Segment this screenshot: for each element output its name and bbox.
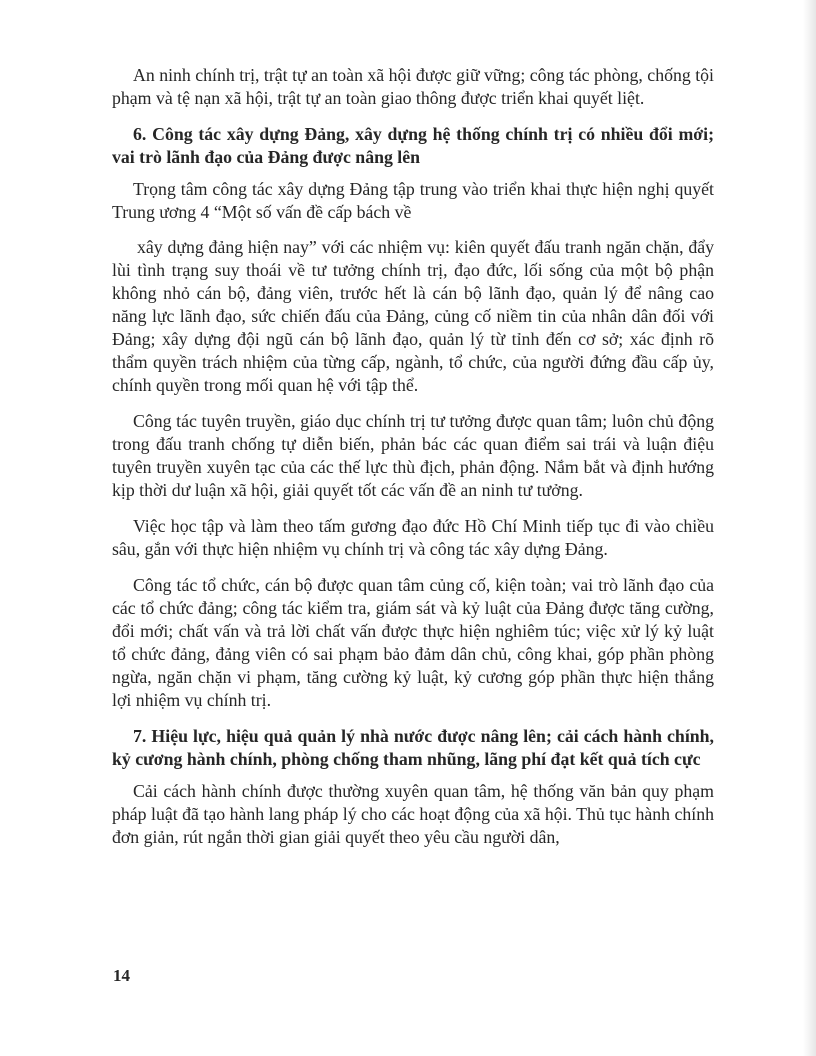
paragraph-propaganda: Công tác tuyên truyền, giáo dục chính trị tư tưởng được quan tâm; luôn chủ động trong đấu tranh chống tự diễn biến, phản bác các quan điểm sai trái và luận điệu tuyên truyền xuyên tạc của các thế lực thù địch, phản động. Nắm bắt và định hướng kịp thời dư luận xã hội, giải quyết tốt các vấn đề an ninh tư tưởng. — [112, 411, 714, 500]
body-text — [112, 64, 714, 862]
paragraph-ho-chi-minh-study: Việc học tập và làm theo tấm gương đạo đức Hồ Chí Minh tiếp tục đi vào chiều sâu, gắn với thực hiện nhiệm vụ chính trị và công tác xây dựng Đảng. — [112, 516, 714, 559]
section-heading-7: 7. Hiệu lực, hiệu quả quản lý nhà nước được nâng lên; cải cách hành chính, kỷ cương hành chính, phòng chống tham nhũng, lãng phí đạt kết quả tích cực — [112, 726, 714, 769]
page-number: 14 — [113, 966, 130, 985]
paragraph-organization-cadre: Công tác tổ chức, cán bộ được quan tâm củng cố, kiện toàn; vai trò lãnh đạo của các tổ chức đảng; công tác kiểm tra, giám sát và kỷ luật của Đảng được tăng cường, đổi mới; chất vấn và trả lời chất vấn được thực hiện nghiêm túc; việc xử lý kỷ luật tổ chức đảng, đảng viên có sai phạm bảo đảm dân chủ, công khai, góp phần phòng ngừa, ngăn chặn vi phạm, tăng cường kỷ luật, kỷ cương góp phần thực hiện thắng lợi nhiệm vụ chính trị. — [112, 575, 714, 710]
paragraph-security: An ninh chính trị, trật tự an toàn xã hội được giữ vững; công tác phòng, chống tội phạm và tệ nạn xã hội, trật tự an toàn giao thông được triển khai quyết liệt. — [112, 65, 714, 108]
paragraph-party-building-tasks: xây dựng đảng hiện nay” với các nhiệm vụ: kiên quyết đấu tranh ngăn chặn, đẩy lùi tình trạng suy thoái về tư tưởng chính trị, đạo đức, lối sống của một bộ phận không nhỏ cán bộ, đảng viên, trước hết là cán bộ lãnh đạo, quản lý để nâng cao năng lực lãnh đạo, sức chiến đấu của Đảng, củng cố niềm tin của nhân dân đối với Đảng; xây dựng đội ngũ cán bộ lãnh đạo, quản lý từ tỉnh đến cơ sở; xác định rõ thẩm quyền trách nhiệm của từng cấp, ngành, tổ chức, của người đứng đầu cấp ủy, chính quyền trong mối quan hệ với tập thể. — [112, 237, 714, 395]
paragraph-party-building-intro: Trọng tâm công tác xây dựng Đảng tập trung vào triển khai thực hiện nghị quyết Trung ương 4 “Một số vấn đề cấp bách về — [112, 179, 714, 222]
section-heading-6: 6. Công tác xây dựng Đảng, xây dựng hệ thống chính trị có nhiều đổi mới; vai trò lãnh đạo của Đảng được nâng lên — [112, 124, 714, 167]
paragraph-administrative-reform: Cải cách hành chính được thường xuyên quan tâm, hệ thống văn bản quy phạm pháp luật đã tạo hành lang pháp lý cho các hoạt động của xã hội. Thủ tục hành chính đơn giản, rút ngắn thời gian giải quyết theo yêu cầu người dân, — [112, 781, 714, 847]
page-edge-shadow — [708, 0, 816, 1056]
